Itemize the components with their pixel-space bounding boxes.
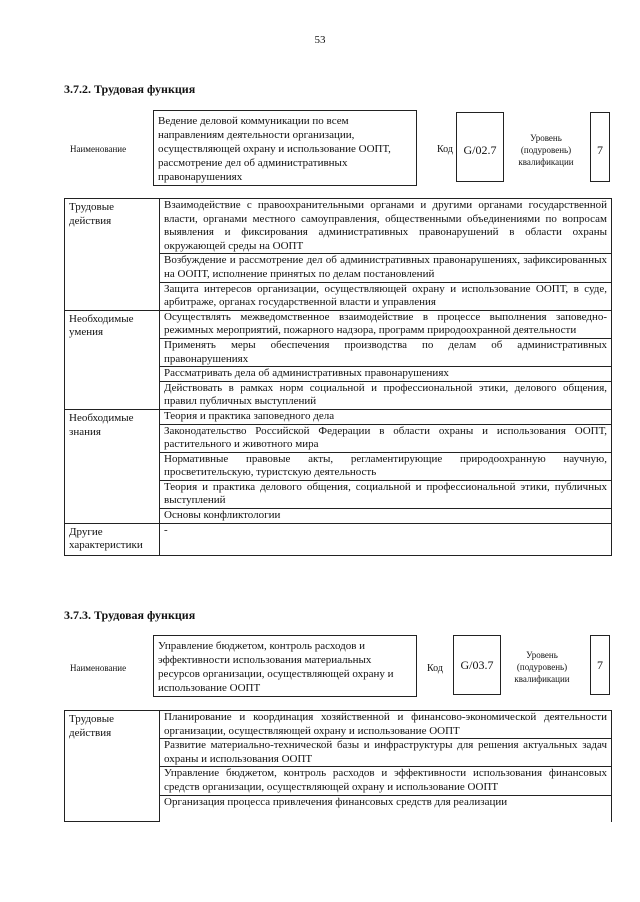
- table-row: [65, 310, 612, 338]
- row-category: Необходимые знания: [65, 409, 160, 523]
- table-row: [65, 409, 612, 424]
- name-label: Наименование: [70, 663, 127, 673]
- row-category: Трудовые действия: [65, 199, 160, 311]
- row-category: Другие характеристики: [65, 523, 160, 555]
- table-cell: Нормативные правовые акты, регламентирующие природоохранную научную, просветительскую, туристскую деятельность: [160, 452, 612, 480]
- function-header-3-7-3: [64, 635, 612, 713]
- table-cell: Возбуждение и рассмотрение дел об административных правонарушениях, зафиксированных на ООПТ, исполнение принятых по делам постановлений: [160, 254, 612, 282]
- code-value: G/03.7: [453, 635, 501, 695]
- level-label: Уровень (подуровень) квалификации: [514, 650, 570, 684]
- table-row: [65, 199, 612, 254]
- table-cell: [160, 795, 612, 822]
- table-row: [65, 523, 612, 555]
- code-label: Код: [437, 144, 453, 155]
- code-value: G/02.7: [456, 112, 504, 182]
- level-label: Уровень (подуровень) квалификации: [518, 133, 574, 167]
- row-category: Трудовые действия: [65, 711, 160, 822]
- level-value: 7: [590, 112, 610, 182]
- table-cell: Управление бюджетом, контроль расходов и эффективности использования финансовых средств организации, осуществляющей охрану и использование ООПТ: [160, 767, 612, 795]
- code-label: Код: [427, 663, 443, 674]
- truncated-cell-text: Организация процесса привлечения финансовых средств для реализации: [164, 795, 508, 808]
- table-cell: Теория и практика делового общения, социальной и профессиональной этики, публичных выступлений: [160, 480, 612, 508]
- table-cell: Теория и практика заповедного дела: [160, 409, 612, 424]
- level-value: 7: [590, 635, 610, 695]
- table-cell: Рассматривать дела об административных правонарушениях: [160, 367, 612, 382]
- table-cell: Планирование и координация хозяйственной и финансово-экономической деятельности организации, осуществляющей охрану и использование ООПТ: [160, 711, 612, 739]
- table-cell: Защита интересов организации, осуществляющей охрану и использование ООПТ, в суде, арбитраже, органах государственной власти и управления: [160, 282, 612, 310]
- function-name: Ведение деловой коммуникации по всем направлениям деятельности организации, осуществляющей охрану и использование ООПТ, рассмотрение дел об административных правонарушениях: [153, 110, 417, 186]
- table-row: [65, 711, 612, 739]
- function-name: Управление бюджетом, контроль расходов и эффективности использования материальных ресурсов организации, осуществляющей охрану и использование ООПТ: [153, 635, 417, 697]
- table-cell: Взаимодействие с правоохранительными органами и другими органами государственной власти, органами местного самоуправления, общественными объединениями по вопросам выявления и фиксирования административных правонарушений в области охраны окружающей среды на ООПТ: [160, 199, 612, 254]
- section-title-3-7-2: 3.7.2. Трудовая функция: [64, 82, 196, 96]
- name-label: Наименование: [70, 144, 127, 154]
- section-title-3-7-3: 3.7.3. Трудовая функция: [64, 608, 196, 622]
- function-header-3-7-2: [64, 110, 612, 188]
- table-cell: Развитие материально-технической базы и инфраструктуры для решения актуальных задач охраны и использования ООПТ: [160, 739, 612, 767]
- table-cell: Осуществлять межведомственное взаимодействие в процессе выполнения заповедно-режимных мероприятий, пожарного надзора, программ природоохранной деятельности: [160, 310, 612, 338]
- function-table-3-7-3: [64, 710, 612, 822]
- table-cell: Основы конфликтологии: [160, 509, 612, 524]
- page-number: 53: [314, 34, 326, 46]
- function-table-3-7-2: [64, 198, 612, 556]
- table-cell: Применять меры обеспечения производства по делам об административных правонарушениях: [160, 338, 612, 366]
- table-cell: -: [160, 523, 612, 555]
- table-cell: Действовать в рамках норм социальной и профессиональной этики, делового общения, правил публичных выступлений: [160, 381, 612, 409]
- table-cell: Законодательство Российской Федерации в области охраны и использования ООПТ, растительного и животного мира: [160, 424, 612, 452]
- row-category: Необходимые умения: [65, 310, 160, 409]
